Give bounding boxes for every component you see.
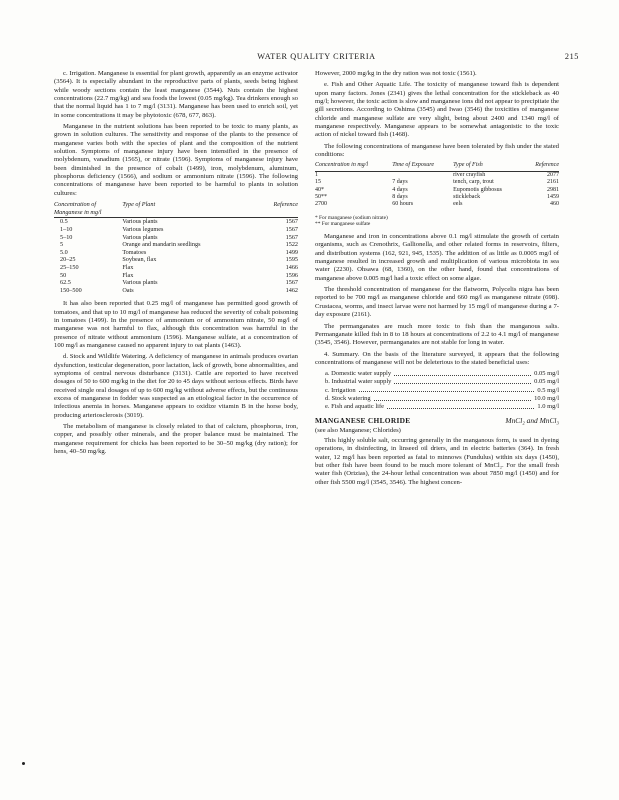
table-header-concentration: Concentration of Manganese in mg/l	[54, 201, 122, 218]
cell-reference: 2981	[547, 186, 559, 193]
table-row	[315, 194, 559, 201]
cell-concentration: 0.5	[60, 218, 68, 226]
cell-reference: 2077	[547, 171, 559, 178]
leader-dots	[387, 403, 534, 409]
table-row	[54, 272, 298, 280]
fish-tolerance-intro: The following concentrations of manganese have been tolerated by fish under the stated conditions:	[315, 142, 559, 159]
table-row	[315, 171, 559, 179]
cell-plant: Oats	[122, 286, 134, 294]
table-row	[54, 234, 298, 242]
section-heading	[315, 417, 559, 425]
cell-concentration: 50	[60, 271, 67, 279]
table-row	[54, 279, 298, 287]
permanganate-paragraph: The permanganates are much more toxic to fish than the manganous salts. Permanganate killed fish in 8 to 18 hours at concentrations of 2.2 to 4.1 mg/l of manganese (3545, 3546). However, permanganates are not stable for long in water.	[315, 322, 559, 347]
cell-exposure: 60 hours	[392, 201, 414, 208]
left-column	[54, 70, 298, 459]
cell-reference: 460	[550, 201, 559, 208]
cell-concentration: 50**	[315, 194, 327, 201]
cell-plant: Various legumes	[122, 225, 164, 233]
cell-plant: Various plants	[122, 279, 158, 287]
leader-dots	[359, 387, 535, 393]
summary-value: 0.05 mg/l	[534, 378, 559, 386]
section-title: MANGANESE CHLORIDE	[315, 416, 411, 426]
table-row	[54, 256, 298, 264]
table-header-plant: Type of Plant	[122, 201, 254, 218]
cell-concentration: 2700	[315, 201, 327, 208]
plant-toxicity-table	[54, 201, 298, 294]
summary-list	[325, 370, 559, 411]
table-header-reference: Reference	[524, 162, 559, 171]
table-row	[54, 287, 298, 295]
cell-reference: 1462	[285, 286, 298, 294]
cell-plant: Orange and mandarin seedlings	[122, 241, 201, 249]
cell-fish: river crayfish	[453, 171, 486, 178]
summary-value: 0.5 mg/l	[537, 386, 559, 394]
table-header-fish: Type of Fish	[453, 162, 524, 171]
leader-dots	[394, 378, 531, 384]
page-header	[54, 52, 579, 64]
continuation-paragraph: However, 2000 mg/kg in the dry ration was not toxic (1561).	[315, 70, 477, 77]
cell-plant: Various plants	[122, 233, 158, 241]
summary-paragraph: 4. Summary. On the basis of the literature surveyed, it appears that the following concentrations of manganese will not be deleterious to the stated beneficial uses:	[315, 350, 559, 366]
leader-dots	[374, 395, 531, 401]
list-item	[325, 370, 559, 378]
cell-reference: 2161	[547, 179, 559, 186]
running-title: WATER QUALITY CRITERIA	[257, 52, 376, 61]
cell-concentration: 1	[315, 171, 318, 178]
summary-label: d. Stock watering	[325, 394, 371, 402]
table-header-concentration: Concentration in mg/l	[315, 162, 392, 171]
cell-exposure: 7 days	[392, 179, 408, 186]
cell-concentration: 62.5	[60, 279, 71, 287]
cell-concentration: 150–500	[60, 286, 82, 294]
cell-reference: 1567	[285, 218, 298, 226]
table-row	[54, 218, 298, 226]
cell-reference: 1499	[285, 248, 298, 256]
summary-value: 0.05 mg/l	[534, 370, 559, 378]
cell-reference: 1567	[285, 225, 298, 233]
cell-plant: Tomatoes	[122, 248, 147, 256]
summary-value: 10.0 mg/l	[534, 394, 559, 402]
cell-plant: Flax	[122, 271, 134, 279]
list-item	[325, 403, 559, 411]
cell-concentration: 15	[315, 179, 321, 186]
cell-reference: 1466	[285, 263, 298, 271]
tomato-paragraph: It has also been reported that 0.25 mg/l of manganese has permitted good growth of tomatoes, and that up to 10 mg/l of manganese has reduced the severity of cobalt poisoning in tomatoes (1499). In the presence of ammonium or of ammonium nitrate, 50 mg/l of manganese was not harmful to flax, although this concentration was harmful in the presence of nitrate without ammonium (1596). Manganese sulfate, at a concentration of 100 mg/l as manganese caused no apparent injury to oat plants (1463).	[54, 300, 298, 349]
table-row	[54, 249, 298, 257]
table-footnote-1: * For manganese (sodium nitrate)	[315, 214, 388, 221]
cell-exposure: 8 days	[392, 194, 408, 201]
cell-concentration: 40*	[315, 186, 324, 193]
right-column	[315, 70, 559, 490]
cell-reference: 1459	[547, 194, 559, 201]
list-item	[325, 378, 559, 386]
cell-concentration: 1–10	[60, 225, 73, 233]
metabolism-paragraph: The metabolism of manganese is closely related to that of calcium, phosphorus, iron, copper, and possibly other minerals, and the proper balance must be maintained. The manganese requirement for chicks has been reported to be 30–50 mg/kg (dry ration); for hens, 40–50 mg/kg.	[54, 423, 298, 456]
cell-concentration: 5	[60, 241, 64, 249]
cell-fish: Eupomotis gibbosus	[453, 186, 502, 193]
table-header-reference: Reference	[254, 201, 298, 218]
cell-reference: 1595	[285, 256, 298, 264]
nutrient-paragraph: Manganese in the nutrient solutions has been reported to be toxic to many plants, as grown in solution cultures. The sensitivity and response of the plants to the presence of manganese varies both with the species of plant and the composition of the nutrient solution. Symptoms of manganese injury have been intensified in the presence of molybdenum, vanadium (1565), or nitrate (1596). Symptoms of manganese injury have been diminished in the presence of cobalt (1499), iron, molybdenum, aluminum, phosphorus deficiency (1566), and sodium or ammonium nitrate (1596). The following concentrations of manganese have been reported to be harmful to plants in solution cultures:	[54, 123, 298, 197]
page-number: 215	[564, 52, 579, 61]
cell-concentration: 5–10	[60, 233, 73, 241]
cell-reference: 1567	[285, 233, 298, 241]
table-row	[54, 241, 298, 249]
table-row	[54, 226, 298, 234]
cell-concentration: 5.0	[60, 248, 68, 256]
fish-tolerance-table	[315, 162, 559, 208]
aquatic-life-paragraph: e. Fish and Other Aquatic Life. The toxicity of manganese toward fish is dependent upon many factors. Jones (2341) gives the lethal concentration for the stickleback as 40 mg/l; however, the toxic action is slow and manganese ions did not appear to precipitate the gill secretions. According to Oshima (3545) and Iwao (3546) the toxicities of manganese chloride and manganese sulfate are very slight, being about 2400 and 1340 mg/l of manganese respectively. Manganese appears to be somewhat antagonistic to the toxic action of nickel toward fish (1468).	[315, 81, 559, 139]
leader-dots	[394, 370, 531, 376]
cell-reference: 1522	[285, 241, 298, 249]
manganese-chloride-paragraph: This highly soluble salt, occurring generally in the manganous form, is used in dyeing operations, in disinfecting, in linseed oil driers, and in electric batteries (364). In fresh water, 12 mg/l has been reported as fatal to minnows (Fundulus) within six days (1450), but other fish have been found to be much more tolerant of MnCl₂. For the small fresh water fish (Orizias), the 24-hour lethal concentration was about 7850 mg/l (1450) and for other fish 5500 mg/l (3545, 3546). The highest concen-	[315, 436, 559, 486]
table-header-exposure: Time of Exposure	[392, 162, 453, 171]
summary-label: c. Irrigation	[325, 386, 356, 394]
cell-exposure: 4 days	[392, 186, 408, 193]
cell-reference: 1596	[285, 271, 298, 279]
scan-speck	[22, 762, 25, 765]
summary-label: e. Fish and aquatic life	[325, 403, 385, 411]
cell-concentration: 25–150	[60, 263, 79, 271]
flatworm-paragraph: The threshold concentration of manganese for the flatworm, Polycelis nigra has been reported to be 700 mg/l as manganese chloride and 660 mg/l as manganese nitrate (698). Crustacea, worms, and insect larvae were not harmed by 15 mg/l of manganese during a 7-day exposure (2161).	[315, 286, 559, 319]
summary-label: b. Industrial water supply	[325, 378, 392, 386]
cell-plant: Soybean, flax	[122, 256, 157, 264]
table-row	[315, 179, 559, 186]
table-row	[315, 187, 559, 194]
see-also-note: (see also Manganese; Chlorides)	[315, 426, 401, 434]
chemical-formula: MnCl₂ and MnCl₃	[505, 416, 559, 426]
cell-fish: stickleback	[453, 194, 481, 201]
cell-exposure	[392, 171, 453, 179]
list-item	[325, 387, 559, 395]
table-row	[315, 201, 559, 208]
cell-concentration: 20–25	[60, 256, 76, 264]
list-item	[325, 395, 559, 403]
table-row	[54, 264, 298, 272]
irrigation-paragraph: c. Irrigation. Manganese is essential for plant growth, apparently as an enzyme activator (3564). It is especially abundant in the reproductive parts of plants, seeds being highest while woody sections contain the least manganese (3544). Nuts contain the highest concentrations (22.7 mg/kg) and sea foods the lowest (0.05 mg/kg). Tea drinkers enough so that the normal liquid has 1 to 7 mg/l (3131). Manganese has been used to enrich soil, yet in some concentrations it may be phytotoxic (678, 677, 863).	[54, 70, 298, 119]
cell-plant: Flax	[122, 263, 134, 271]
stock-watering-paragraph: d. Stock and Wildlife Watering. A deficiency of manganese in animals produces ovarian dysfunction, testicular degeneration, poor lactation, lack of growth, bone abnormalities, and symptoms of central nervous disturbance (3131). Cattle are reported to have received dosages of 50 to 600 mg/kg in the diet for 20 to 45 days without serious effects. Birds have received single oral dosages of up to 600 mg/kg without adverse effects, but the continuous excess of manganese in fodder was suspected as an etiological factor in the occurrence of infectious anemia in horses. Manganese appears to oxidize vitamin B in the horse body, producing arteriosclerosis (3019).	[54, 353, 298, 419]
organism-growth-paragraph: Manganese and iron in concentrations above 0.1 mg/l stimulate the growth of certain organisms, such as Crenothrix, Gallionella, and other related forms in reservoirs, filters, and distribution systems (162, 921, 945, 1535). The addition of as little as 0.0005 mg/l of manganese resulted in increased growth and multiplication of various microbiota in sea water (2230). Ohsawa (68, 1360), on the other hand, found that concentrations of manganese above 0.005 mg/l had a toxic effect on some algae.	[315, 233, 559, 282]
summary-label: a. Domestic water supply	[325, 370, 392, 378]
cell-fish: eels	[453, 201, 463, 208]
summary-value: 1.0 mg/l	[537, 403, 559, 411]
cell-reference: 1567	[285, 279, 298, 287]
cell-fish: tench, carp, trout	[453, 179, 494, 186]
table-footnote-2: ** For manganese sulfate	[315, 221, 371, 228]
cell-plant: Various plants	[122, 218, 158, 226]
